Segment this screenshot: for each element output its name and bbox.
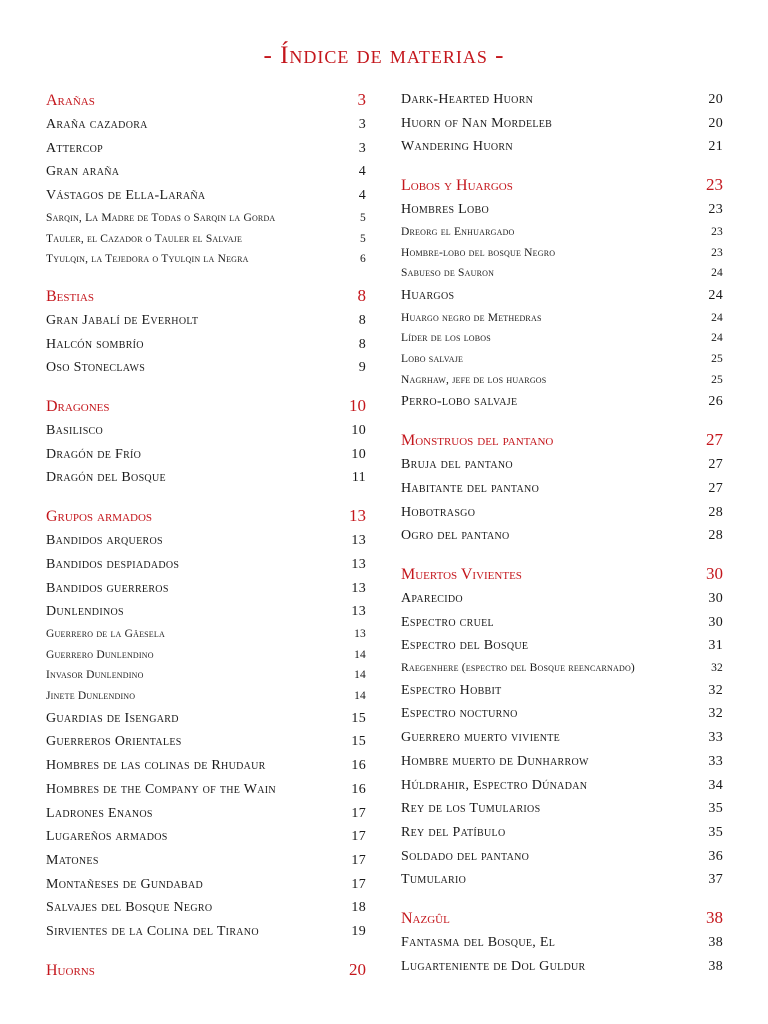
toc-entry-title: Jinete Dunlendino (46, 690, 136, 703)
toc-entry-title: Lobos y Huargos (401, 177, 513, 195)
section-gap (401, 159, 723, 173)
toc-page-number: 24 (711, 332, 723, 345)
toc-entry (401, 587, 723, 611)
toc-entry-title: Rey de los Tumularios (401, 801, 541, 817)
toc-entry (401, 501, 723, 525)
toc-entry-title: Huargo negro de Methedras (401, 311, 542, 324)
section-gap (46, 270, 366, 284)
toc-page-number: 10 (351, 446, 366, 462)
toc-entry (46, 113, 366, 137)
toc-entry-title: Sirvientes de la Colina del Tirano (46, 924, 259, 940)
toc-page-number: 33 (708, 730, 723, 746)
toc-page-number: 23 (711, 225, 723, 238)
toc-entry-title: Fantasma del Bosque, El (401, 935, 556, 951)
toc-entry-title: Bandidos guerreros (46, 580, 169, 596)
toc-page-number: 14 (354, 690, 366, 703)
toc-entry-title: Vástagos de Ella-Laraña (46, 188, 206, 204)
toc-page-number: 32 (708, 682, 723, 698)
toc-page-number: 8 (358, 336, 366, 352)
toc-entry (46, 730, 366, 754)
toc-entry (401, 955, 723, 979)
toc-entry-title: Araña cazadora (46, 117, 148, 132)
toc-entry-title: Guerrero Dunlendino (46, 648, 154, 661)
toc-page-number: 36 (708, 848, 723, 864)
toc-entry (401, 112, 723, 136)
toc-subentry (401, 328, 723, 349)
toc-page-number: 16 (351, 781, 366, 797)
toc-entry (401, 284, 723, 308)
toc-subentry (401, 349, 723, 370)
toc-section-heading (46, 958, 366, 983)
toc-page-number: 13 (351, 604, 366, 620)
toc-entry (401, 774, 723, 798)
toc-entry-title: Gran Jabalí de Everholt (46, 312, 199, 328)
toc-page-number: 19 (351, 924, 366, 940)
toc-section-heading (401, 173, 723, 198)
toc-page-number: 13 (351, 580, 366, 596)
toc-page-number: 25 (711, 373, 723, 386)
toc-entry-title: Basilisco (46, 423, 104, 439)
toc-entry-title: Hombre muerto de Dunharrow (401, 753, 589, 769)
toc-entry-title: Dunlendinos (46, 604, 124, 620)
toc-entry-title: Hombres de las colinas de Rhudaur (46, 758, 266, 774)
toc-entry-title: Espectro Hobbit (401, 682, 502, 698)
toc-entry-title: Huargos (401, 287, 455, 303)
toc-page-number: 38 (706, 908, 723, 928)
toc-entry-title: Attercop (46, 140, 103, 156)
toc-subentry (46, 229, 366, 250)
toc-entry-title: Nagrhaw, jefe de los huargos (401, 373, 547, 386)
toc-entry-title: Bestias (46, 287, 94, 305)
toc-entry-title: Hombres de the Company of the Wain (46, 781, 276, 797)
toc-entry-title: Dark-Hearted Huorn (401, 92, 534, 107)
toc-page-number: 20 (708, 92, 723, 107)
toc-page-number: 14 (354, 648, 366, 661)
toc-page-number: 9 (358, 360, 366, 376)
toc-entry-title: Nazgûl (401, 910, 450, 928)
toc-entry (401, 845, 723, 869)
toc-entry (46, 443, 366, 467)
toc-entry (401, 453, 723, 477)
toc-page-number: 38 (708, 935, 723, 951)
toc-page-number: 23 (711, 246, 723, 259)
toc-entry-title: Rey del Patíbulo (401, 824, 506, 840)
toc-entry-title: Ladrones Enanos (46, 805, 153, 821)
toc-subentry (401, 222, 723, 243)
toc-entry-title: Tauler, el Cazador o Tauler el Salvaje (46, 232, 243, 245)
toc-page-number: 31 (708, 638, 723, 654)
toc-page-number: 38 (708, 958, 723, 974)
toc-entry-title: Matones (46, 852, 99, 868)
toc-entry-title: Sabueso de Sauron (401, 267, 495, 280)
toc-page-number: 21 (708, 139, 723, 155)
toc-entry (401, 611, 723, 635)
toc-entry-title: Habitante del pantano (401, 480, 540, 496)
toc-entry (46, 529, 366, 553)
toc-page-number: 11 (351, 470, 366, 486)
toc-entry-title: Dreorg el Enhuargado (401, 225, 515, 238)
toc-page-number: 13 (349, 506, 366, 526)
toc-subentry (401, 658, 723, 679)
toc-entry (401, 750, 723, 774)
toc-entry-title: Gran araña (46, 164, 120, 180)
toc-entry-title: Soldado del pantano (401, 848, 530, 864)
toc-page-number: 10 (349, 396, 366, 416)
toc-entry-title: Hobotrasgo (401, 504, 476, 520)
toc-section-heading (46, 504, 366, 529)
section-gap (401, 548, 723, 562)
toc-page-number: 4 (358, 188, 366, 204)
toc-page-number: 13 (354, 627, 366, 640)
toc-entry-title: Ogro del pantano (401, 528, 510, 544)
toc-entry-title: Lugareños armados (46, 829, 168, 845)
toc-entry-title: Dragón del Bosque (46, 470, 166, 486)
toc-entry (401, 198, 723, 222)
toc-page-number: 30 (706, 563, 723, 583)
toc-entry-title: Arañas (46, 92, 95, 109)
toc-section-heading (46, 394, 366, 419)
toc-entry (46, 137, 366, 161)
toc-right-column (401, 88, 723, 979)
toc-page-number: 34 (708, 777, 723, 793)
toc-page-number: 23 (708, 202, 723, 218)
toc-entry-title: Espectro nocturno (401, 706, 518, 722)
toc-page-number: 15 (351, 710, 366, 726)
toc-entry (46, 778, 366, 802)
toc-page-number: 6 (360, 253, 366, 266)
toc-entry-title: Huorns (46, 961, 95, 979)
toc-entry-title: Bandidos despiadados (46, 556, 180, 572)
toc-entry-title: Hombres Lobo (401, 202, 489, 218)
toc-page-number: 14 (354, 669, 366, 682)
toc-page-number: 28 (708, 504, 723, 520)
toc-page-number: 8 (357, 285, 366, 305)
toc-page-number: 17 (351, 805, 366, 821)
toc-subentry (46, 624, 366, 645)
toc-entry (401, 797, 723, 821)
toc-subentry (401, 308, 723, 329)
section-gap (401, 892, 723, 906)
toc-page-number: 35 (708, 824, 723, 840)
toc-section-heading (46, 284, 366, 309)
toc-entry (46, 419, 366, 443)
toc-page-number: 8 (358, 312, 366, 328)
toc-subentry (46, 249, 366, 270)
toc-entry (46, 356, 366, 380)
toc-entry-title: Hombre-lobo del bosque Negro (401, 246, 556, 259)
toc-entry (401, 868, 723, 892)
toc-entry-title: Raegenhere (espectro del Bosque reencarnado) (401, 662, 635, 675)
toc-entry-title: Guardias de Isengard (46, 710, 179, 726)
toc-page-number: 13 (351, 556, 366, 572)
toc-section-heading (46, 88, 366, 113)
toc-page-number: 24 (711, 311, 723, 324)
toc-entry-title: Salvajes del Bosque Negro (46, 900, 213, 916)
toc-page-number: 33 (708, 753, 723, 769)
toc-page-number: 27 (708, 457, 723, 473)
toc-entry-title: Espectro del Bosque (401, 638, 529, 654)
toc-entry (401, 634, 723, 658)
toc-page-number: 5 (360, 211, 366, 224)
toc-entry-title: Muertos Vivientes (401, 565, 522, 583)
toc-page-number: 20 (708, 115, 723, 131)
toc-entry-title: Dragones (46, 398, 110, 416)
toc-entry-title: Guerrero muerto viviente (401, 730, 561, 746)
toc-entry (46, 754, 366, 778)
toc-entry (401, 477, 723, 501)
toc-page-number: 23 (706, 175, 723, 195)
toc-page-number: 25 (711, 353, 723, 366)
toc-section-heading (401, 562, 723, 587)
toc-entry-title: Halcón sombrío (46, 336, 144, 352)
toc-page-number: 37 (708, 872, 723, 888)
toc-entry (46, 577, 366, 601)
toc-entry (46, 849, 366, 873)
toc-page-number: 27 (706, 430, 723, 450)
toc-page-number: 10 (351, 423, 366, 439)
toc-entry (401, 726, 723, 750)
toc-page-number: 15 (351, 734, 366, 750)
toc-section-heading (401, 428, 723, 453)
toc-page-number: 3 (358, 140, 366, 156)
toc-entry-title: Tyulqin, la Tejedora o Tyulqin la Negra (46, 253, 249, 266)
toc-page-number: 35 (708, 801, 723, 817)
toc-entry-title: Espectro cruel (401, 614, 494, 630)
toc-entry-title: Lugarteniente de Dol Guldur (401, 958, 586, 974)
toc-entry (401, 524, 723, 548)
toc-page-number: 32 (708, 706, 723, 722)
toc-page-number: 24 (711, 267, 723, 280)
toc-subentry (46, 208, 366, 229)
toc-entry (46, 873, 366, 897)
toc-entry-title: Invasor Dunlendino (46, 669, 144, 682)
toc-page-number: 30 (708, 614, 723, 630)
toc-page-number: 13 (351, 533, 366, 549)
toc-entry (46, 184, 366, 208)
toc-entry-title: Grupos armados (46, 508, 153, 526)
toc-entry (46, 553, 366, 577)
toc-entry-title: Guerreros Orientales (46, 734, 182, 750)
toc-page-number: 18 (351, 900, 366, 916)
section-gap (46, 380, 366, 394)
toc-entry-title: Oso Stoneclaws (46, 360, 146, 376)
toc-entry (46, 802, 366, 826)
toc-entry (401, 679, 723, 703)
toc-entry-title: Bandidos arqueros (46, 533, 163, 549)
toc-page-number: 16 (351, 758, 366, 774)
toc-page-number: 17 (351, 829, 366, 845)
toc-entry (46, 707, 366, 731)
toc-page-number: 32 (711, 662, 723, 675)
toc-subentry (401, 263, 723, 284)
toc-entry (46, 600, 366, 624)
toc-entry (46, 333, 366, 357)
toc-entry (401, 931, 723, 955)
toc-entry (46, 825, 366, 849)
toc-page-number: 27 (708, 480, 723, 496)
toc-entry-title: Montañeses de Gundabad (46, 876, 204, 892)
toc-entry-title: Guerrero de la Gäesela (46, 627, 165, 640)
toc-entry-title: Lobo salvaje (401, 353, 464, 366)
toc-entry (401, 88, 723, 112)
section-gap (46, 944, 366, 958)
toc-entry-title: Bruja del pantano (401, 457, 513, 473)
toc-page-number: 17 (351, 876, 366, 892)
toc-entry-title: Wandering Huorn (401, 139, 513, 155)
toc-page-number: 24 (708, 287, 723, 303)
toc-entry (46, 309, 366, 333)
toc-subentry (401, 243, 723, 264)
toc-entry (401, 390, 723, 414)
toc-entry-title: Húldrahir, Espectro Dúnadan (401, 777, 588, 793)
toc-entry-title: Perro-lobo salvaje (401, 394, 518, 410)
toc-entry (46, 896, 366, 920)
toc-entry (46, 466, 366, 490)
toc-subentry (46, 645, 366, 666)
toc-page-number: 30 (708, 590, 723, 606)
toc-entry-title: Tumulario (401, 872, 467, 888)
toc-page-number: 5 (360, 232, 366, 245)
toc-entry (401, 135, 723, 159)
toc-entry (46, 160, 366, 184)
toc-entry (401, 821, 723, 845)
toc-entry-title: Huorn of Nan Mordeleb (401, 115, 553, 131)
section-gap (401, 414, 723, 428)
toc-page-number: 26 (708, 394, 723, 410)
toc-subentry (46, 686, 366, 707)
toc-page-number: 17 (351, 852, 366, 868)
toc-entry (401, 702, 723, 726)
toc-page-number: 20 (349, 959, 366, 979)
toc-entry-title: Dragón de Frío (46, 446, 142, 462)
section-gap (46, 490, 366, 504)
toc-section-heading (401, 906, 723, 931)
toc-entry-title: Sarqin, La Madre de Todas o Sarqin la Gorda (46, 211, 276, 224)
toc-page-number: 3 (358, 117, 366, 132)
toc-entry-title: Aparecido (401, 590, 463, 606)
page-title: - Índice de materias - (263, 42, 505, 69)
toc-entry-title: Líder de los lobos (401, 332, 491, 345)
toc-subentry (401, 370, 723, 391)
toc-page-number: 3 (357, 90, 366, 109)
toc-left-column (46, 88, 366, 983)
toc-page-number: 4 (358, 164, 366, 180)
toc-page-number: 28 (708, 528, 723, 544)
toc-entry-title: Monstruos del pantano (401, 432, 554, 450)
toc-subentry (46, 665, 366, 686)
toc-entry (46, 920, 366, 944)
